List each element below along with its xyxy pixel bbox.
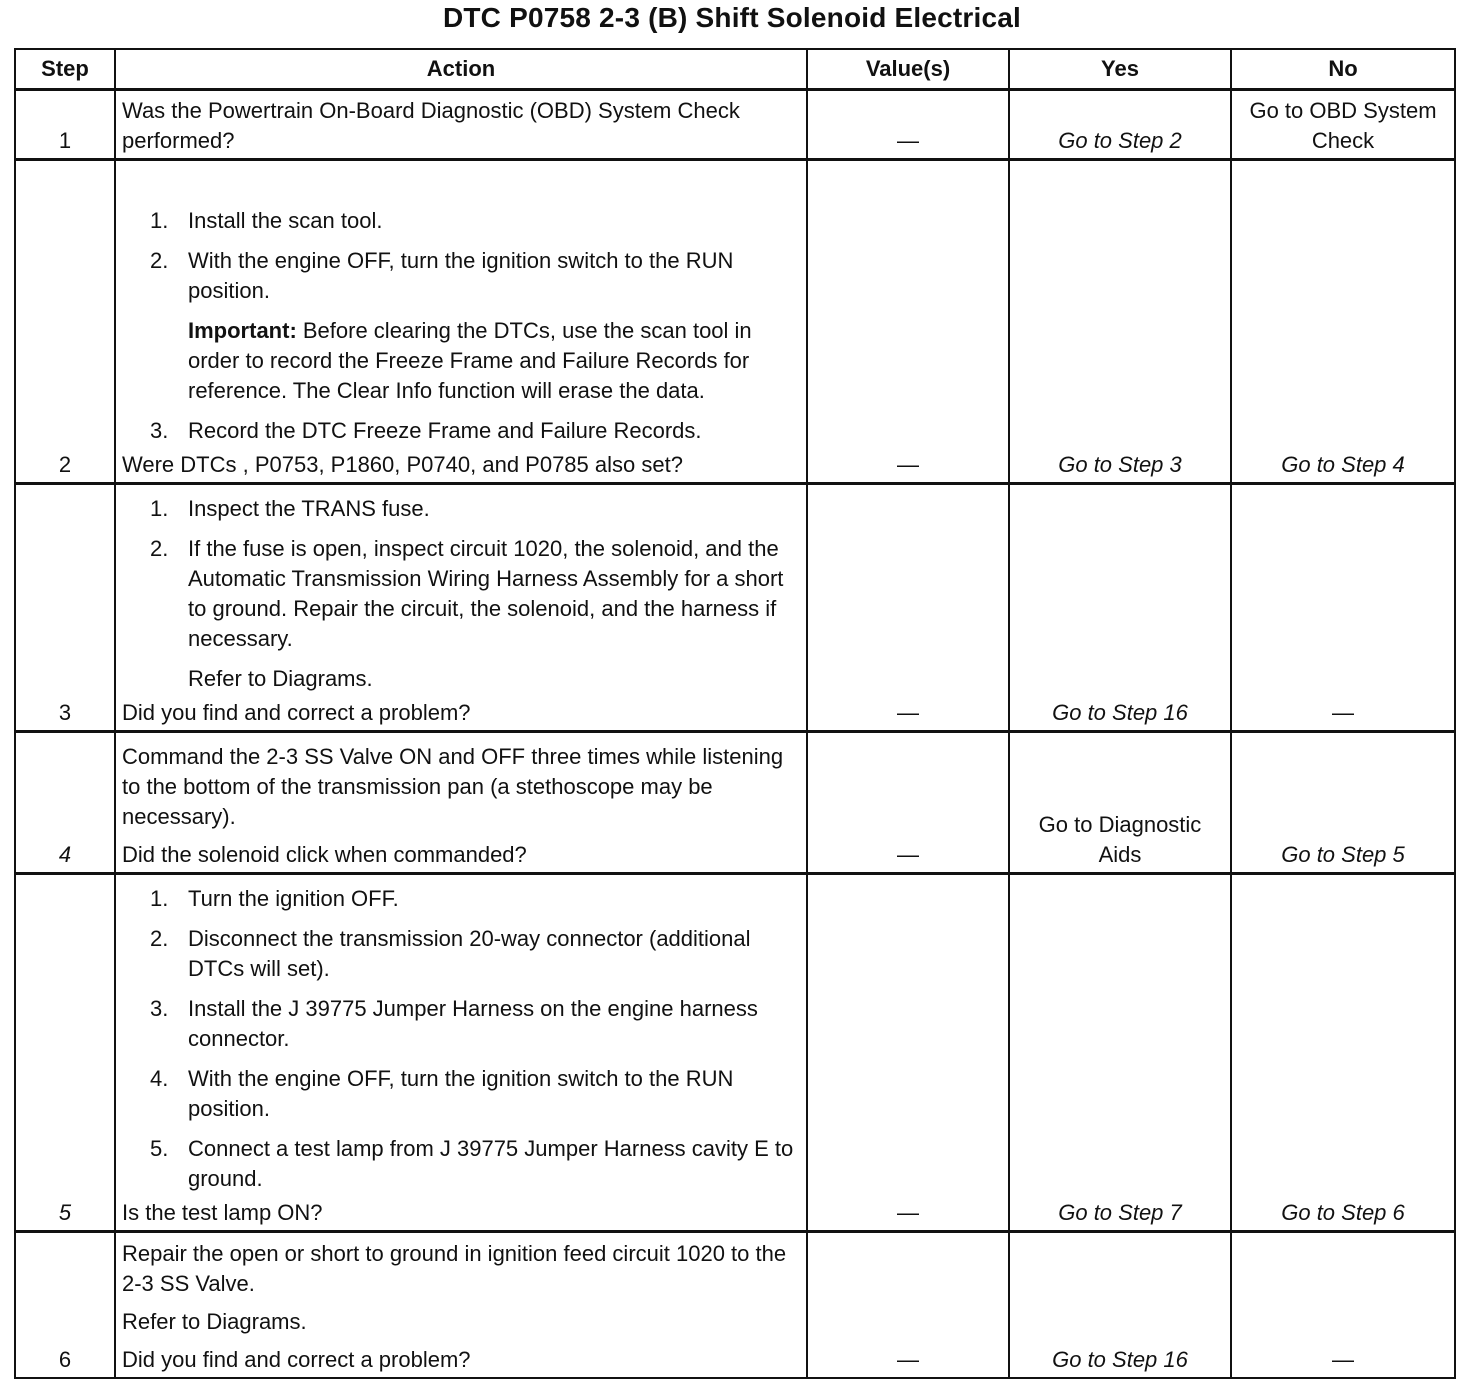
list-text: Install the J 39775 Jumper Harness on the engine harness connector.	[188, 996, 758, 1051]
list-item	[122, 246, 800, 306]
action-question: Did the solenoid click when commanded?	[122, 842, 527, 867]
list-number: 2.	[150, 248, 169, 273]
action-list	[122, 206, 800, 306]
list-item	[122, 534, 800, 654]
list-number: 2.	[150, 926, 169, 951]
action-cell	[115, 874, 807, 1232]
no-cell: Go to OBD System Check	[1231, 90, 1455, 160]
value-cell: —	[807, 1232, 1009, 1378]
list-text: Install the scan tool.	[188, 208, 383, 233]
list-number: 2.	[150, 536, 169, 561]
list-number: 1.	[150, 886, 169, 911]
diagnostic-table	[14, 48, 1456, 1379]
value-cell: —	[807, 90, 1009, 160]
list-item	[122, 494, 800, 524]
action-question: Did you find and correct a problem?	[122, 1346, 471, 1372]
list-number: 1.	[150, 208, 169, 233]
table-row-step-6	[15, 1232, 1455, 1378]
table-row-step-2	[15, 160, 1455, 484]
list-text: Inspect the TRANS fuse.	[188, 496, 430, 521]
list-item	[122, 924, 800, 984]
value-cell: —	[807, 874, 1009, 1232]
no-cell: Go to Step 5	[1231, 732, 1455, 874]
action-cell	[115, 484, 807, 732]
table-row-step-1	[15, 90, 1455, 160]
yes-cell: Go to Step 3	[1009, 160, 1231, 484]
action-list	[122, 494, 800, 654]
no-cell: —	[1231, 1232, 1455, 1378]
yes-cell: Go to Step 16	[1009, 1232, 1231, 1378]
value-cell: —	[807, 160, 1009, 484]
action-question: Did you find and correct a problem?	[122, 700, 471, 725]
important-label: Important:	[188, 318, 297, 343]
list-text: If the fuse is open, inspect circuit 1020, the solenoid, and the Automatic Transmission Wiring Harness Assembly for a short to ground. Repair the circuit, the solenoid, and the harness if necessary.	[188, 536, 784, 651]
list-item	[122, 1064, 800, 1124]
header-values: Value(s)	[807, 49, 1009, 90]
list-item	[122, 206, 800, 236]
no-cell: Go to Step 6	[1231, 874, 1455, 1232]
important-text: Before clearing the DTCs, use the scan tool in order to record the Freeze Frame and Failure Records for reference. The Clear Info function will erase the data.	[188, 318, 752, 403]
action-question: Was the Powertrain On-Board Diagnostic (OBD) System Check performed?	[122, 98, 740, 153]
table-row-step-5	[15, 874, 1455, 1232]
step-number: 4	[15, 732, 115, 874]
action-question: Were DTCs , P0753, P1860, P0740, and P0785 also set?	[122, 452, 683, 477]
table-row-step-3	[15, 484, 1455, 732]
value-cell: —	[807, 732, 1009, 874]
value-cell: —	[807, 484, 1009, 732]
yes-cell: Go to Diagnostic Aids	[1009, 732, 1231, 874]
action-paragraph: Command the 2-3 SS Valve ON and OFF three times while listening to the bottom of the transmission pan (a stethoscope may be necessary).	[122, 744, 784, 829]
action-cell	[115, 90, 807, 160]
list-text: With the engine OFF, turn the ignition switch to the RUN position.	[188, 1066, 734, 1121]
list-item	[122, 1134, 800, 1194]
yes-cell: Go to Step 7	[1009, 874, 1231, 1232]
refer-note: Refer to Diagrams.	[188, 666, 373, 691]
list-item	[122, 416, 800, 446]
list-text: With the engine OFF, turn the ignition switch to the RUN position.	[188, 248, 734, 303]
list-text: Record the DTC Freeze Frame and Failure Records.	[188, 418, 702, 443]
important-note	[122, 316, 800, 406]
list-number: 5.	[150, 1136, 169, 1161]
header-step: Step	[15, 49, 115, 90]
action-cell	[115, 732, 807, 874]
action-paragraph: Repair the open or short to ground in ignition feed circuit 1020 to the 2-3 SS Valve.	[122, 1240, 787, 1296]
table-row-step-4	[15, 732, 1455, 874]
header-yes: Yes	[1009, 49, 1231, 90]
yes-cell: Go to Step 16	[1009, 484, 1231, 732]
step-number: 3	[15, 484, 115, 732]
action-question: Is the test lamp ON?	[122, 1200, 323, 1225]
action-cell	[115, 1232, 807, 1378]
yes-cell: Go to Step 2	[1009, 90, 1231, 160]
table-header-row	[15, 49, 1455, 90]
list-item	[122, 884, 800, 914]
refer-note: Refer to Diagrams.	[122, 1308, 307, 1334]
header-action: Action	[115, 49, 807, 90]
list-number: 3.	[150, 418, 169, 443]
list-text: Connect a test lamp from J 39775 Jumper Harness cavity E to ground.	[188, 1136, 794, 1191]
list-text: Turn the ignition OFF.	[188, 886, 399, 911]
step-number: 6	[15, 1232, 115, 1378]
action-list	[122, 884, 800, 1194]
list-number: 4.	[150, 1066, 169, 1091]
step-number: 2	[15, 160, 115, 484]
header-no: No	[1231, 49, 1455, 90]
list-item	[122, 994, 800, 1054]
step-number: 5	[15, 874, 115, 1232]
no-cell: —	[1231, 484, 1455, 732]
page-title: DTC P0758 2-3 (B) Shift Solenoid Electrical	[442, 2, 1022, 33]
action-cell	[115, 160, 807, 484]
list-text: Disconnect the transmission 20-way connector (additional DTCs will set).	[188, 926, 751, 981]
list-number: 3.	[150, 996, 169, 1021]
no-cell: Go to Step 4	[1231, 160, 1455, 484]
list-number: 1.	[150, 496, 169, 521]
action-list	[122, 416, 800, 446]
step-number: 1	[15, 90, 115, 160]
